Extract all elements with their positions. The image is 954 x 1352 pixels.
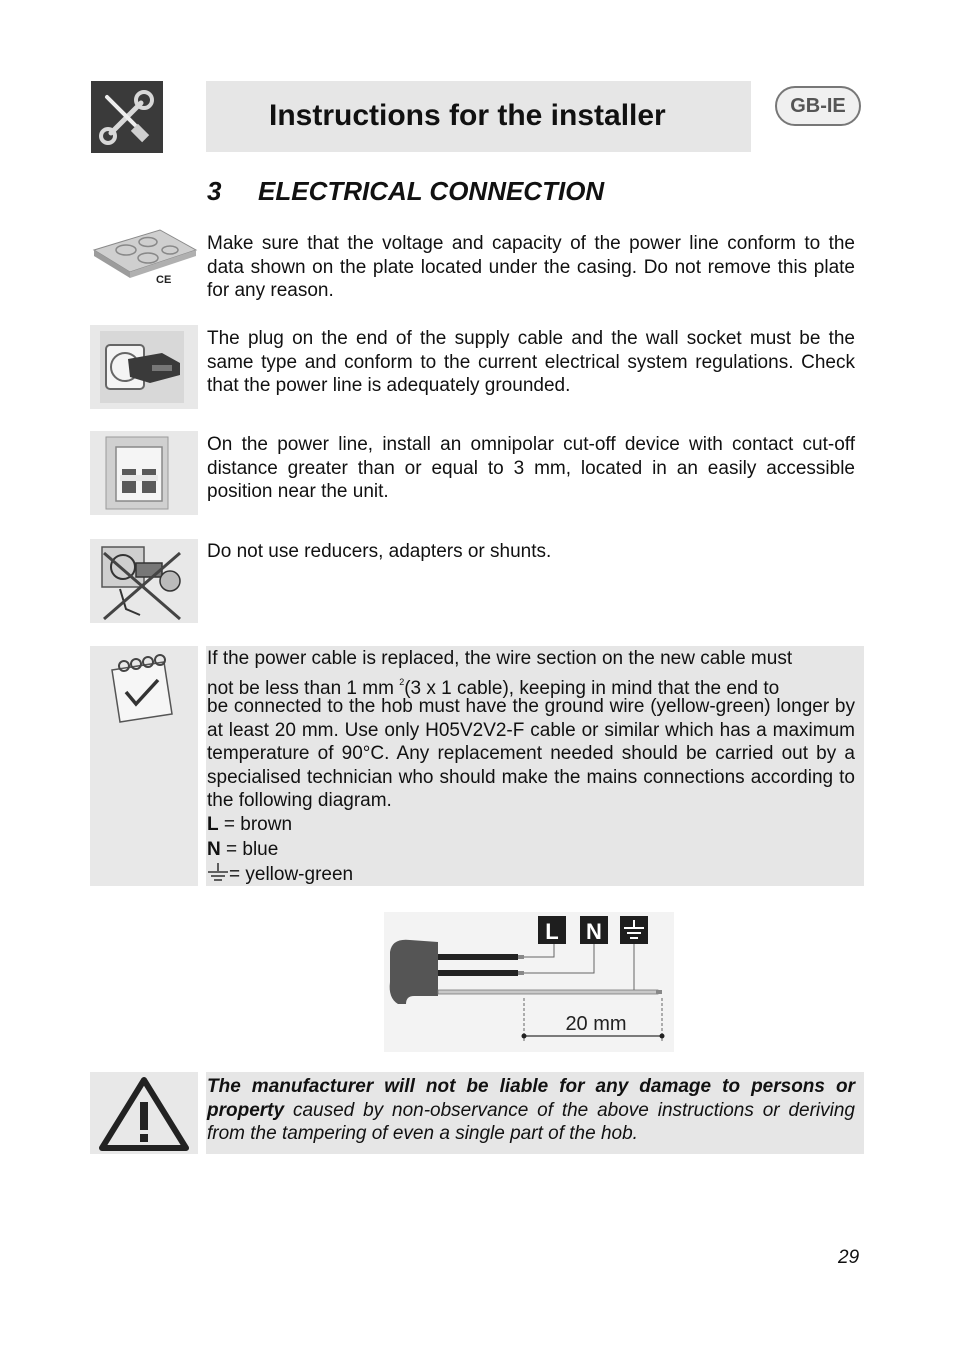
warning-bold-text: The manufacturer will not be liable for any damage to persons or property bbox=[207, 1076, 855, 1121]
section-number: 3 bbox=[207, 176, 222, 206]
page-number: 29 bbox=[838, 1247, 860, 1268]
paragraph-voltage: Make sure that the voltage and capacity of the power line conform to the data shown on the plate located under the casing. Do not remove this plate for any reason. bbox=[207, 233, 855, 302]
legend-value-yellow-green: = yellow-green bbox=[229, 864, 354, 885]
paragraph-no-adapters: Do not use reducers, adapters or shunts. bbox=[207, 541, 552, 562]
legend-yellow-green bbox=[207, 863, 353, 887]
plug-socket-icon bbox=[90, 325, 198, 409]
diagram-label-l: L bbox=[545, 919, 559, 944]
hob-rating-plate-icon bbox=[90, 226, 198, 298]
cable-note-line2-b: (3 x 1 cable), keeping in mind that the end to bbox=[404, 678, 780, 699]
diagram-label-n: N bbox=[586, 919, 602, 944]
dimension-label: 20 mm bbox=[565, 1013, 627, 1035]
tools-icon bbox=[91, 81, 163, 153]
superscript: 2 bbox=[399, 677, 405, 687]
omnipolar-switch-icon bbox=[90, 431, 198, 515]
cable-note-line1: If the power cable is replaced, the wire section on the new cable must bbox=[207, 648, 793, 669]
ce-mark: CE bbox=[156, 274, 172, 286]
cable-note-body: be connected to the hob must have the ground wire (yellow-green) longer by at least 20 mm. Use only H05V2V2-F cable or similar which has a maximum temperature of 90°C. Any replacement needed should be carried out by a specialised technician who should make the mains connections according to the following diagram. bbox=[207, 696, 855, 812]
warning-rest-text: caused by non-observance of the above instructions or deriving from the tampering of even a single part of the hob. bbox=[207, 1099, 855, 1145]
no-adapters-icon bbox=[90, 539, 198, 623]
legend-value-blue: = blue bbox=[220, 839, 279, 860]
legend-brown bbox=[207, 813, 292, 837]
ground-symbol-icon bbox=[207, 863, 229, 883]
region-badge: GB-IE bbox=[775, 86, 861, 126]
section-title: ELECTRICAL CONNECTION bbox=[258, 176, 605, 206]
legend-blue bbox=[207, 838, 278, 862]
wiring-diagram bbox=[384, 912, 674, 1052]
paragraph-omnipolar: On the power line, install an omnipolar cut-off device with contact cut-off distance greater than or equal to 3 mm, located in an easily accessible position near the unit. bbox=[207, 434, 855, 503]
notepad-check-icon bbox=[90, 646, 198, 886]
cable-note-line2-a: not be less than 1 mm bbox=[207, 678, 394, 699]
warning-triangle-icon bbox=[90, 1072, 198, 1154]
page-title: Instructions for the installer bbox=[269, 99, 666, 132]
legend-value-brown: = brown bbox=[218, 814, 293, 835]
paragraph-plug: The plug on the end of the supply cable and the wall socket must be the same type and conform to the current electrical system regulations. Check that the power line is adequately grounded. bbox=[207, 328, 855, 397]
legend-key-l: L bbox=[207, 814, 219, 835]
legend-key-n: N bbox=[207, 839, 221, 860]
warning-text bbox=[207, 1075, 855, 1146]
header-title-bar bbox=[206, 81, 751, 152]
